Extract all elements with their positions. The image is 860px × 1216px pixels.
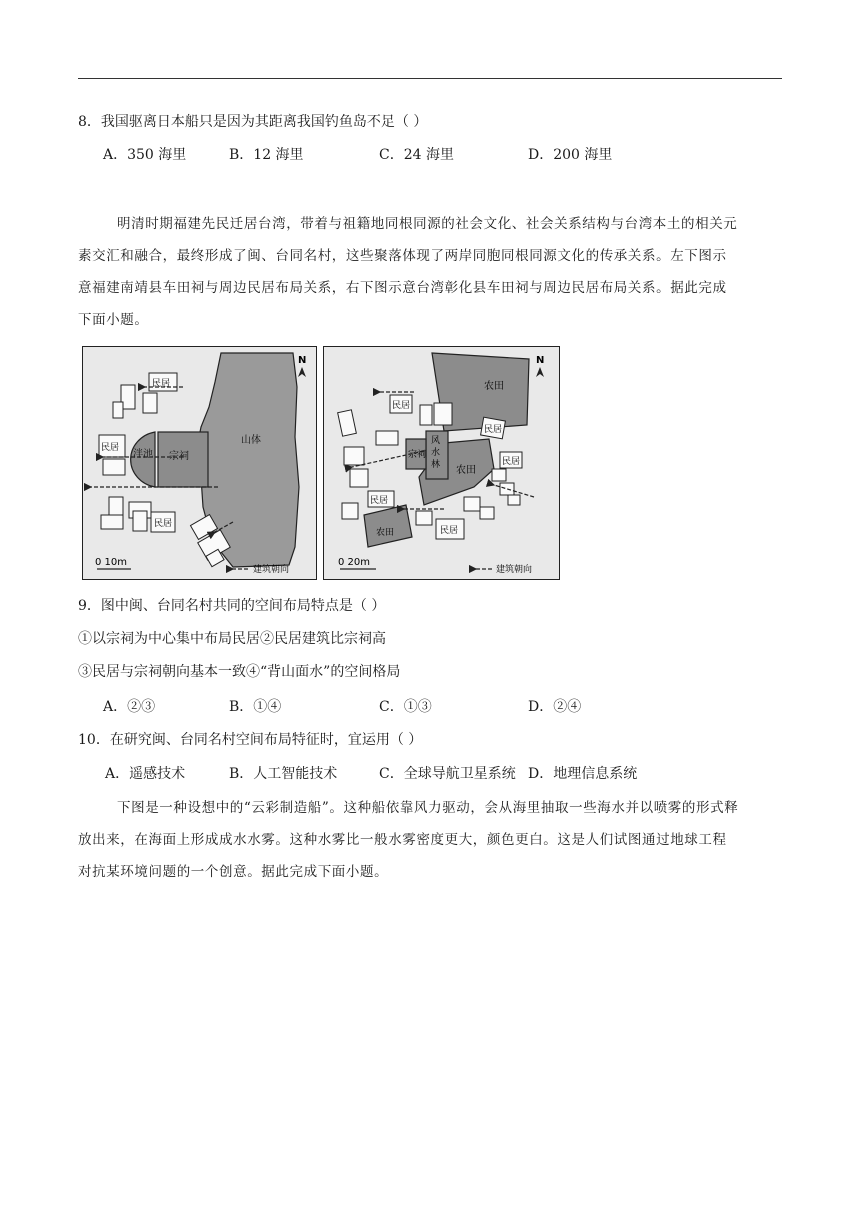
map-right-legend: 建筑朝向 [496, 565, 533, 575]
q9-statement-2: ③民居与宗祠朝向基本一致④“背山面水”的空间格局 [78, 664, 401, 680]
map-right-minju-2: 民居 [484, 425, 503, 435]
map-left-temple-label: 宗祠 [169, 451, 189, 462]
map-right-wind-2: 水 [431, 448, 441, 458]
q9-option-a: A．②③ [103, 699, 156, 715]
passage1-line-3: 意福建南靖县车田祠与周边民居布局关系，右下图示意台湾彰化县车田祠与周边民居布局关系。据此完成 [78, 280, 727, 296]
map-left-minju-3: 民居 [154, 519, 173, 529]
map-right-minju-3: 民居 [502, 457, 521, 467]
map-right-field-2: 农田 [456, 465, 476, 476]
q9-option-b: B．①④ [229, 699, 282, 715]
map-right-minju-5: 民居 [440, 526, 459, 536]
passage2-line-1: 下图是一种设想中的“云彩制造船”。这种船依靠风力驱动，会从海里抽取一些海水并以喷雾的形式释 [117, 800, 739, 816]
q10-option-a: A．遥感技术 [105, 766, 186, 782]
map-right-field-1: 农田 [484, 381, 504, 392]
map-left-scale: 0 10m [95, 557, 128, 568]
q8-stem: 8．我国驱离日本船只是因为其距离我国钓鱼岛不足（ ） [78, 114, 428, 130]
q10-option-d: D．地理信息系统 [528, 766, 638, 782]
map-left-mountain-label: 山体 [241, 435, 261, 446]
passage2-line-2: 放出来，在海面上形成成水水雾。这种水雾比一般水雾密度更大，颜色更白。这是人们试图通过地球工程 [78, 832, 727, 848]
map-right-minju-1: 民居 [392, 401, 411, 411]
q8-option-d: D．200 海里 [528, 147, 613, 163]
passage1-line-2: 素交汇和融合，最终形成了闽、台同名村，这些聚落体现了两岸同胞同根同源文化的传承关系。左下图示 [78, 248, 727, 264]
map-left-minju-1: 民居 [152, 379, 171, 389]
passage1-line-1: 明清时期福建先民迁居台湾，带着与祖籍地同根同源的社会文化、社会关系结构与台湾本土的相关元 [117, 216, 738, 232]
q8-option-b: B．12 海里 [229, 147, 304, 163]
q8-option-a: A．350 海里 [103, 147, 187, 163]
map-right-temple-label: 宗祠 [408, 450, 427, 460]
field-bottom-shape [364, 505, 412, 547]
q9-stem: 9．图中闽、台同名村共同的空间布局特点是（ ） [78, 598, 386, 614]
map-right-north-label: N [536, 355, 545, 366]
map-left-legend: 建筑朝向 [253, 565, 290, 575]
map-right-scale: 0 20m [338, 557, 371, 568]
map-fujian-nanjing [82, 346, 317, 580]
map-right-minju-4: 民居 [370, 496, 389, 506]
north-arrow-icon [298, 367, 306, 377]
q10-option-b: B．人工智能技术 [229, 766, 338, 782]
map-left-north-label: N [298, 355, 307, 366]
q8-option-c: C．24 海里 [379, 147, 454, 163]
map-right-wind-3: 林 [431, 460, 441, 470]
q10-stem: 10．在研究闽、台同名村空间布局特征时，宜运用（ ） [78, 732, 423, 748]
north-arrow-icon [536, 367, 544, 377]
map-right-wind-1: 风 [431, 436, 441, 446]
passage2-line-3: 对抗某环境问题的一个创意。据此完成下面小题。 [78, 864, 389, 880]
passage1-line-4: 下面小题。 [78, 312, 149, 328]
q10-option-c: C．全球导航卫星系统 [379, 766, 516, 782]
map-left-pond-label: 泮池 [133, 449, 153, 460]
q9-statement-1: ①以宗祠为中心集中布局民居②民居建筑比宗祠高 [78, 631, 386, 647]
map-left-minju-2: 民居 [101, 443, 120, 453]
header-rule [78, 78, 782, 79]
map-taiwan-changhua [323, 346, 560, 580]
q9-option-c: C．①③ [379, 699, 432, 715]
map-right-field-3: 农田 [376, 528, 395, 538]
q9-option-d: D．②④ [528, 699, 582, 715]
